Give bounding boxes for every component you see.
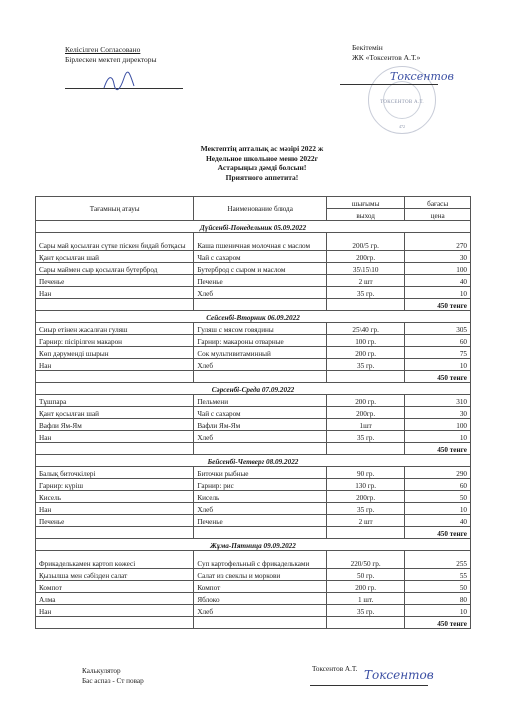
- dish-name-ru: Хлеб: [194, 287, 327, 299]
- entrepreneur-label: ЖК «Токсентов А.Т.»: [352, 53, 421, 62]
- menu-item-row: [36, 359, 471, 371]
- day-title: Сейсенбі-Вторник 06.09.2022: [36, 311, 471, 323]
- menu-item-row: [36, 491, 471, 503]
- col-price-kz: бағасы: [405, 197, 471, 209]
- dish-price: 100: [405, 263, 471, 275]
- wish-kz: Астарыңыз дәмді болсын!: [217, 163, 307, 172]
- dish-yield: 35 гр.: [326, 605, 404, 617]
- dish-name-kz: Сиыр етінен жасалған гуляш: [36, 323, 194, 335]
- menu-item-row: [36, 275, 471, 287]
- footer-right-name: Токсентов А.Т.: [312, 665, 358, 673]
- dish-name-ru: Кисель: [194, 491, 327, 503]
- total-empty: [36, 371, 194, 383]
- menu-item-row: [36, 347, 471, 359]
- dish-name-ru: Компот: [194, 581, 327, 593]
- total-empty: [326, 617, 404, 629]
- dish-name-ru: Вафли Ям-Ям: [194, 419, 327, 431]
- dish-name-kz: Қант қосылған шай: [36, 251, 194, 263]
- total-empty: [194, 371, 327, 383]
- dish-name-ru: Биточки рыбные: [194, 467, 327, 479]
- total-empty: [194, 527, 327, 539]
- menu-item-row: [36, 581, 471, 593]
- day-total: 450 тенге: [405, 299, 471, 311]
- dish-yield: 200гр.: [326, 407, 404, 419]
- approval-block-left: [65, 45, 157, 65]
- dish-price: 10: [405, 503, 471, 515]
- dish-yield: 200 гр.: [326, 395, 404, 407]
- day-total: 450 тенге: [405, 527, 471, 539]
- dish-name-kz: Нан: [36, 431, 194, 443]
- col-ru-name: Наименование блюда: [194, 197, 327, 221]
- dish-price: 305: [405, 323, 471, 335]
- dish-name-ru: Пельмени: [194, 395, 327, 407]
- day-title: Дүйсенбі-Понедельник 05.09.2022: [36, 221, 471, 233]
- dish-price: 10: [405, 359, 471, 371]
- dish-price: 40: [405, 515, 471, 527]
- total-empty: [326, 299, 404, 311]
- menu-item-row: [36, 503, 471, 515]
- dish-name-kz: Балық биточкілері: [36, 467, 194, 479]
- dish-name-ru: Салат из свеклы и моркови: [194, 569, 327, 581]
- dish-name-kz: Печенье: [36, 275, 194, 287]
- menu-item-row: [36, 251, 471, 263]
- day-total-row: [36, 527, 471, 539]
- total-empty: [36, 443, 194, 455]
- menu-item-row: [36, 287, 471, 299]
- day-title: Жұма-Пятница 09.09.2022: [36, 539, 471, 551]
- dish-price: 30: [405, 407, 471, 419]
- dish-price: 40: [405, 275, 471, 287]
- dish-name-ru: Каша пшеничная молочная с маслом: [194, 233, 327, 251]
- dish-price: 10: [405, 287, 471, 299]
- signature-bottom: Токсентов: [364, 668, 434, 682]
- dish-name-kz: Сары маймен сыр қосылған бутерброд: [36, 263, 194, 275]
- day-total: 450 тенге: [405, 617, 471, 629]
- dish-yield: 2 шт: [326, 275, 404, 287]
- dish-yield: 35 гр.: [326, 503, 404, 515]
- total-empty: [36, 299, 194, 311]
- menu-item-row: [36, 323, 471, 335]
- dish-yield: 90 гр.: [326, 467, 404, 479]
- day-total: 450 тенге: [405, 443, 471, 455]
- dish-name-ru: Яблоко: [194, 593, 327, 605]
- dish-name-ru: Хлеб: [194, 605, 327, 617]
- calculator-label: Калькулятор: [82, 667, 121, 675]
- dish-yield: 220/50 гр.: [326, 551, 404, 569]
- total-empty: [326, 443, 404, 455]
- dish-name-kz: Көп дәрумендi шырын: [36, 347, 194, 359]
- dish-yield: 100 гр.: [326, 335, 404, 347]
- total-empty: [194, 299, 327, 311]
- dish-price: 270: [405, 233, 471, 251]
- dish-name-ru: Гарнир: макароны отварные: [194, 335, 327, 347]
- col-yield-kz: шығымы: [326, 197, 404, 209]
- menu-item-row: [36, 419, 471, 431]
- dish-price: 50: [405, 581, 471, 593]
- dish-name-kz: Печенье: [36, 515, 194, 527]
- dish-name-ru: Хлеб: [194, 431, 327, 443]
- day-total: 450 тенге: [405, 371, 471, 383]
- menu-item-row: [36, 467, 471, 479]
- dish-yield: 200гр.: [326, 491, 404, 503]
- footer-left: [82, 666, 144, 686]
- stamp-text: ТОКСЕНТОВ А.Т.: [380, 100, 424, 105]
- col-kz-name: Тағамның атауы: [36, 197, 194, 221]
- dish-name-kz: Нан: [36, 359, 194, 371]
- dish-yield: 200 гр.: [326, 347, 404, 359]
- dish-yield: 200гр.: [326, 251, 404, 263]
- dish-name-ru: Гарнир: рис: [194, 479, 327, 491]
- signature-top: Токсентов: [390, 70, 454, 83]
- dish-name-kz: Гарнир: күріш: [36, 479, 194, 491]
- dish-name-kz: Кисель: [36, 491, 194, 503]
- dish-price: 60: [405, 335, 471, 347]
- dish-name-ru: Печенье: [194, 275, 327, 287]
- dish-price: 50: [405, 491, 471, 503]
- menu-item-row: [36, 263, 471, 275]
- menu-item-row: [36, 479, 471, 491]
- approve-label: Бекітемін: [352, 43, 383, 52]
- dish-price: 80: [405, 593, 471, 605]
- dish-price: 290: [405, 467, 471, 479]
- dish-name-kz: Нан: [36, 287, 194, 299]
- day-header-row: [36, 455, 471, 467]
- dish-name-ru: Суп картофельный с фрикадельками: [194, 551, 327, 569]
- dish-price: 310: [405, 395, 471, 407]
- title-kz: Мектептің апталық ас мәзірі 2022 ж: [200, 144, 324, 153]
- total-empty: [326, 371, 404, 383]
- col-price-ru: цена: [405, 209, 471, 221]
- dish-price: 100: [405, 419, 471, 431]
- day-header-row: [36, 311, 471, 323]
- dish-name-ru: Печенье: [194, 515, 327, 527]
- menu-item-row: [36, 605, 471, 617]
- menu-item-row: [36, 515, 471, 527]
- dish-price: 55: [405, 569, 471, 581]
- dish-price: 10: [405, 605, 471, 617]
- total-empty: [194, 617, 327, 629]
- total-empty: [36, 527, 194, 539]
- wish-ru: Приятного аппетита!: [225, 172, 299, 182]
- dish-name-ru: Бутерброд с сыром и маслом: [194, 263, 327, 275]
- menu-table: [35, 196, 471, 629]
- dish-yield: 35\15\10: [326, 263, 404, 275]
- dish-price: 60: [405, 479, 471, 491]
- dish-name-ru: Чай с сахаром: [194, 251, 327, 263]
- dish-name-ru: Хлеб: [194, 359, 327, 371]
- menu-item-row: [36, 593, 471, 605]
- dish-name-ru: Сок мультивитаминный: [194, 347, 327, 359]
- dish-name-kz: Гарнир: пісірілген макарон: [36, 335, 194, 347]
- dish-name-ru: Гуляш с мясом говядины: [194, 323, 327, 335]
- dish-yield: 130 гр.: [326, 479, 404, 491]
- approval-block-right: [352, 43, 420, 63]
- dish-yield: 50 гр.: [326, 569, 404, 581]
- menu-item-row: [36, 551, 471, 569]
- signature-line-right: [340, 84, 438, 85]
- title-ru: Недельное школьное меню 2022г: [205, 153, 319, 163]
- menu-item-row: [36, 395, 471, 407]
- agreed-label: Келісілген Согласовано: [65, 45, 141, 54]
- col-yield-ru: выход: [326, 209, 404, 221]
- dish-yield: 200/5 гр.: [326, 233, 404, 251]
- dish-name-kz: Вафли Ям-Ям: [36, 419, 194, 431]
- total-empty: [36, 617, 194, 629]
- dish-yield: 1шт: [326, 419, 404, 431]
- dish-yield: 200 гр.: [326, 581, 404, 593]
- dish-yield: 25\40 гр.: [326, 323, 404, 335]
- day-total-row: [36, 371, 471, 383]
- total-empty: [194, 443, 327, 455]
- dish-name-kz: Компот: [36, 581, 194, 593]
- dish-yield: 2 шт: [326, 515, 404, 527]
- dish-yield: 35 гр.: [326, 431, 404, 443]
- menu-item-row: [36, 569, 471, 581]
- stamp-number: 472: [399, 124, 405, 129]
- dish-name-kz: Сары май қосылған сүтке піскен бидай ботқасы: [36, 233, 194, 251]
- dish-name-ru: Хлеб: [194, 503, 327, 515]
- header-row: [36, 197, 471, 209]
- dish-yield: 35 гр.: [326, 359, 404, 371]
- dish-name-kz: Нан: [36, 503, 194, 515]
- dish-name-kz: Қант қосылған шай: [36, 407, 194, 419]
- menu-item-row: [36, 407, 471, 419]
- menu-item-row: [36, 335, 471, 347]
- dish-name-kz: Фрикаделькамен картоп көжесі: [36, 551, 194, 569]
- dish-name-kz: Алма: [36, 593, 194, 605]
- dish-name-kz: Тұшпара: [36, 395, 194, 407]
- chef-label: Бас аспаз - Ст повар: [82, 677, 144, 685]
- signature-left-icon: [100, 70, 140, 94]
- dish-price: 10: [405, 431, 471, 443]
- director-label: Бірлескен мектеп директоры: [65, 55, 157, 64]
- day-total-row: [36, 299, 471, 311]
- total-empty: [326, 527, 404, 539]
- day-title: Сәрсенбі-Среда 07.09.2022: [36, 383, 471, 395]
- dish-price: 255: [405, 551, 471, 569]
- signature-line-bottom: [310, 685, 428, 686]
- dish-name-kz: Қызылша мен сәбізден салат: [36, 569, 194, 581]
- day-total-row: [36, 443, 471, 455]
- dish-yield: 1 шт.: [326, 593, 404, 605]
- dish-name-ru: Чай с сахаром: [194, 407, 327, 419]
- dish-price: 30: [405, 251, 471, 263]
- day-header-row: [36, 221, 471, 233]
- dish-price: 75: [405, 347, 471, 359]
- day-header-row: [36, 383, 471, 395]
- menu-table-body: [36, 197, 471, 629]
- dish-name-kz: Нан: [36, 605, 194, 617]
- day-header-row: [36, 539, 471, 551]
- day-total-row: [36, 617, 471, 629]
- dish-yield: 35 гр.: [326, 287, 404, 299]
- day-title: Бейсенбі-Четверг 08.09.2022: [36, 455, 471, 467]
- menu-item-row: [36, 233, 471, 251]
- menu-item-row: [36, 431, 471, 443]
